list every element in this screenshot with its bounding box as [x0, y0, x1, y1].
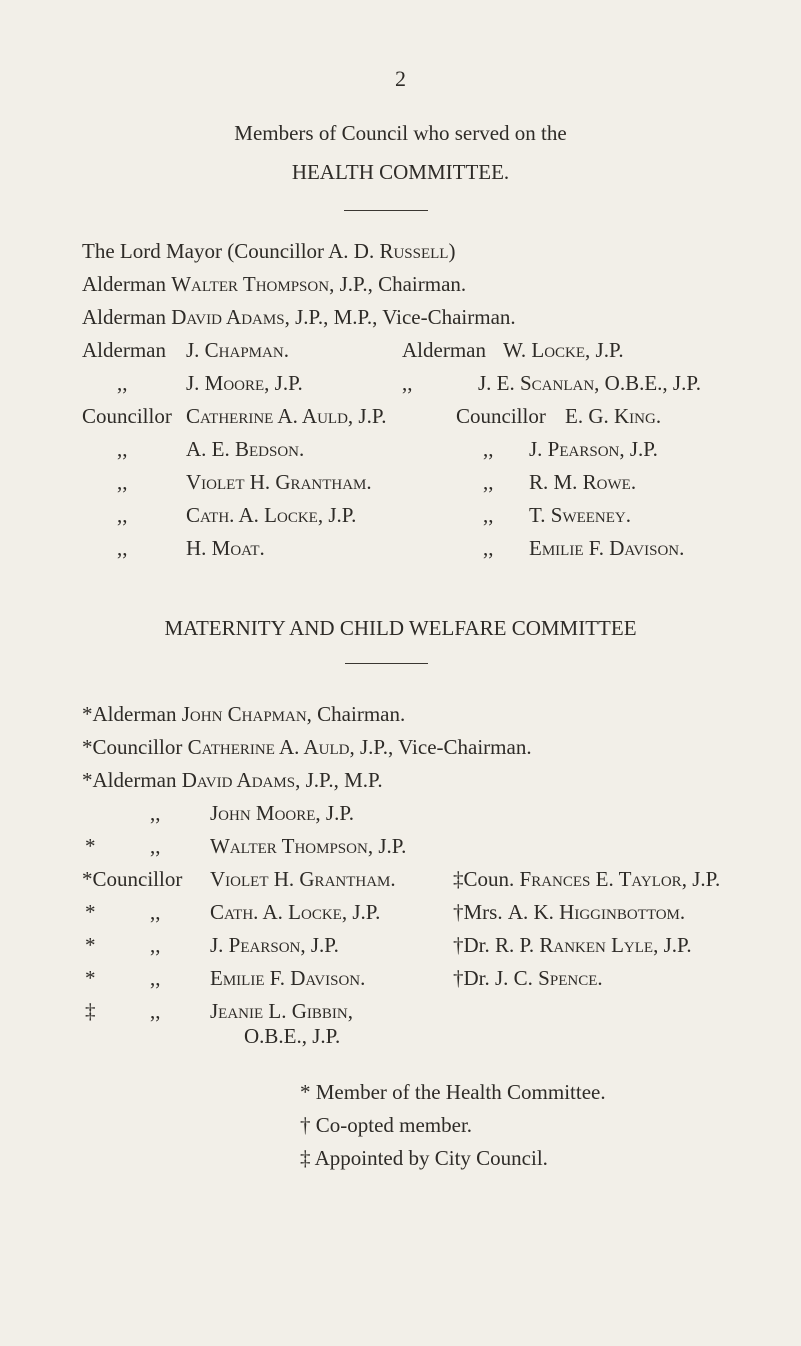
health-member-name: H. Moat.: [186, 536, 265, 560]
health-member-name: Violet H. Grantham.: [186, 470, 372, 494]
asterisk-mark: *: [85, 834, 96, 858]
ditto-mark: ,,: [483, 503, 494, 527]
health-member-name: J. Moore, J.P.: [186, 371, 303, 395]
maternity-member: †Dr. J. C. Spence.: [453, 966, 603, 990]
footnote: ‡ Appointed by City Council.: [300, 1146, 548, 1170]
divider: [345, 663, 428, 664]
maternity-member-name: Emilie F. Davison.: [210, 966, 366, 990]
ditto-mark: ,,: [150, 801, 161, 825]
footnote: † Co-opted member.: [300, 1113, 473, 1137]
maternity-line: *Alderman John Chapman, Chairman.: [82, 702, 406, 726]
maternity-member: ‡Coun. Frances E. Taylor, J.P.: [453, 867, 721, 891]
asterisk-mark: *: [85, 966, 96, 990]
maternity-line: *Alderman David Adams, J.P., M.P.: [82, 768, 383, 792]
ditto-mark: ,,: [117, 536, 128, 560]
health-member-name: R. M. Rowe.: [529, 470, 637, 494]
maternity-member: †Mrs. A. K. Higginbottom.: [453, 900, 686, 924]
maternity-line: *Councillor Catherine A. Auld, J.P., Vice-Chairman.: [82, 735, 532, 759]
health-member-name: Cath. A. Locke, J.P.: [186, 503, 357, 527]
health-member: Councillor: [82, 404, 172, 428]
maternity-committee-heading: MATERNITY AND CHILD WELFARE COMMITTEE: [164, 616, 637, 640]
ditto-mark: ,,: [402, 371, 413, 395]
maternity-member-name: Jeanie L. Gibbin,: [210, 999, 353, 1023]
maternity-member-name: Cath. A. Locke, J.P.: [210, 900, 381, 924]
maternity-member-name: J. Pearson, J.P.: [210, 933, 339, 957]
ditto-mark: ,,: [150, 900, 161, 924]
ditto-mark: ,,: [150, 834, 161, 858]
health-member-name: E. G. King.: [565, 404, 662, 428]
ditto-mark: ,,: [150, 999, 161, 1023]
health-line: Alderman David Adams, J.P., M.P., Vice-Chairman.: [82, 305, 516, 329]
double-dagger-mark: ‡: [85, 999, 96, 1023]
health-member-name: Catherine A. Auld, J.P.: [186, 404, 387, 428]
health-member-name: J. E. Scanlan, O.B.E., J.P.: [478, 371, 701, 395]
ditto-mark: ,,: [117, 371, 128, 395]
health-member-name: A. E. Bedson.: [186, 437, 305, 461]
ditto-mark: ,,: [483, 437, 494, 461]
health-member-prefix: Alderman: [402, 338, 486, 362]
health-committee-heading: HEALTH COMMITTEE.: [291, 160, 510, 184]
health-member-name: J. Pearson, J.P.: [529, 437, 658, 461]
maternity-member-name: Violet H. Grantham.: [210, 867, 396, 891]
maternity-member-name-cont: O.B.E., J.P.: [244, 1024, 341, 1048]
maternity-member-name: John Moore, J.P.: [210, 801, 354, 825]
health-member: Alderman: [82, 338, 166, 362]
health-member-name: W. Locke, J.P.: [503, 338, 624, 362]
health-member-name: Emilie F. Davison.: [529, 536, 685, 560]
ditto-mark: ,,: [117, 470, 128, 494]
health-line: Alderman Walter Thompson, J.P., Chairman.: [82, 272, 467, 296]
footnote: * Member of the Health Committee.: [300, 1080, 606, 1104]
health-line: The Lord Mayor (Councillor A. D. Russell): [82, 239, 456, 263]
maternity-member: †Dr. R. P. Ranken Lyle, J.P.: [453, 933, 692, 957]
ditto-mark: ,,: [150, 966, 161, 990]
ditto-mark: ,,: [483, 536, 494, 560]
divider: [344, 210, 428, 211]
health-member-name: J. Chapman.: [186, 338, 289, 362]
page-number: 2: [395, 66, 406, 91]
health-member-name: T. Sweeney.: [529, 503, 632, 527]
intro-text: Members of Council who served on the: [234, 121, 567, 145]
health-member-prefix: Councillor: [456, 404, 546, 428]
asterisk-mark: *: [85, 900, 96, 924]
ditto-mark: ,,: [117, 503, 128, 527]
ditto-mark: ,,: [117, 437, 128, 461]
asterisk-mark: *: [85, 933, 96, 957]
maternity-member: *Councillor: [82, 867, 183, 891]
ditto-mark: ,,: [483, 470, 494, 494]
maternity-member-name: Walter Thompson, J.P.: [210, 834, 407, 858]
ditto-mark: ,,: [150, 933, 161, 957]
